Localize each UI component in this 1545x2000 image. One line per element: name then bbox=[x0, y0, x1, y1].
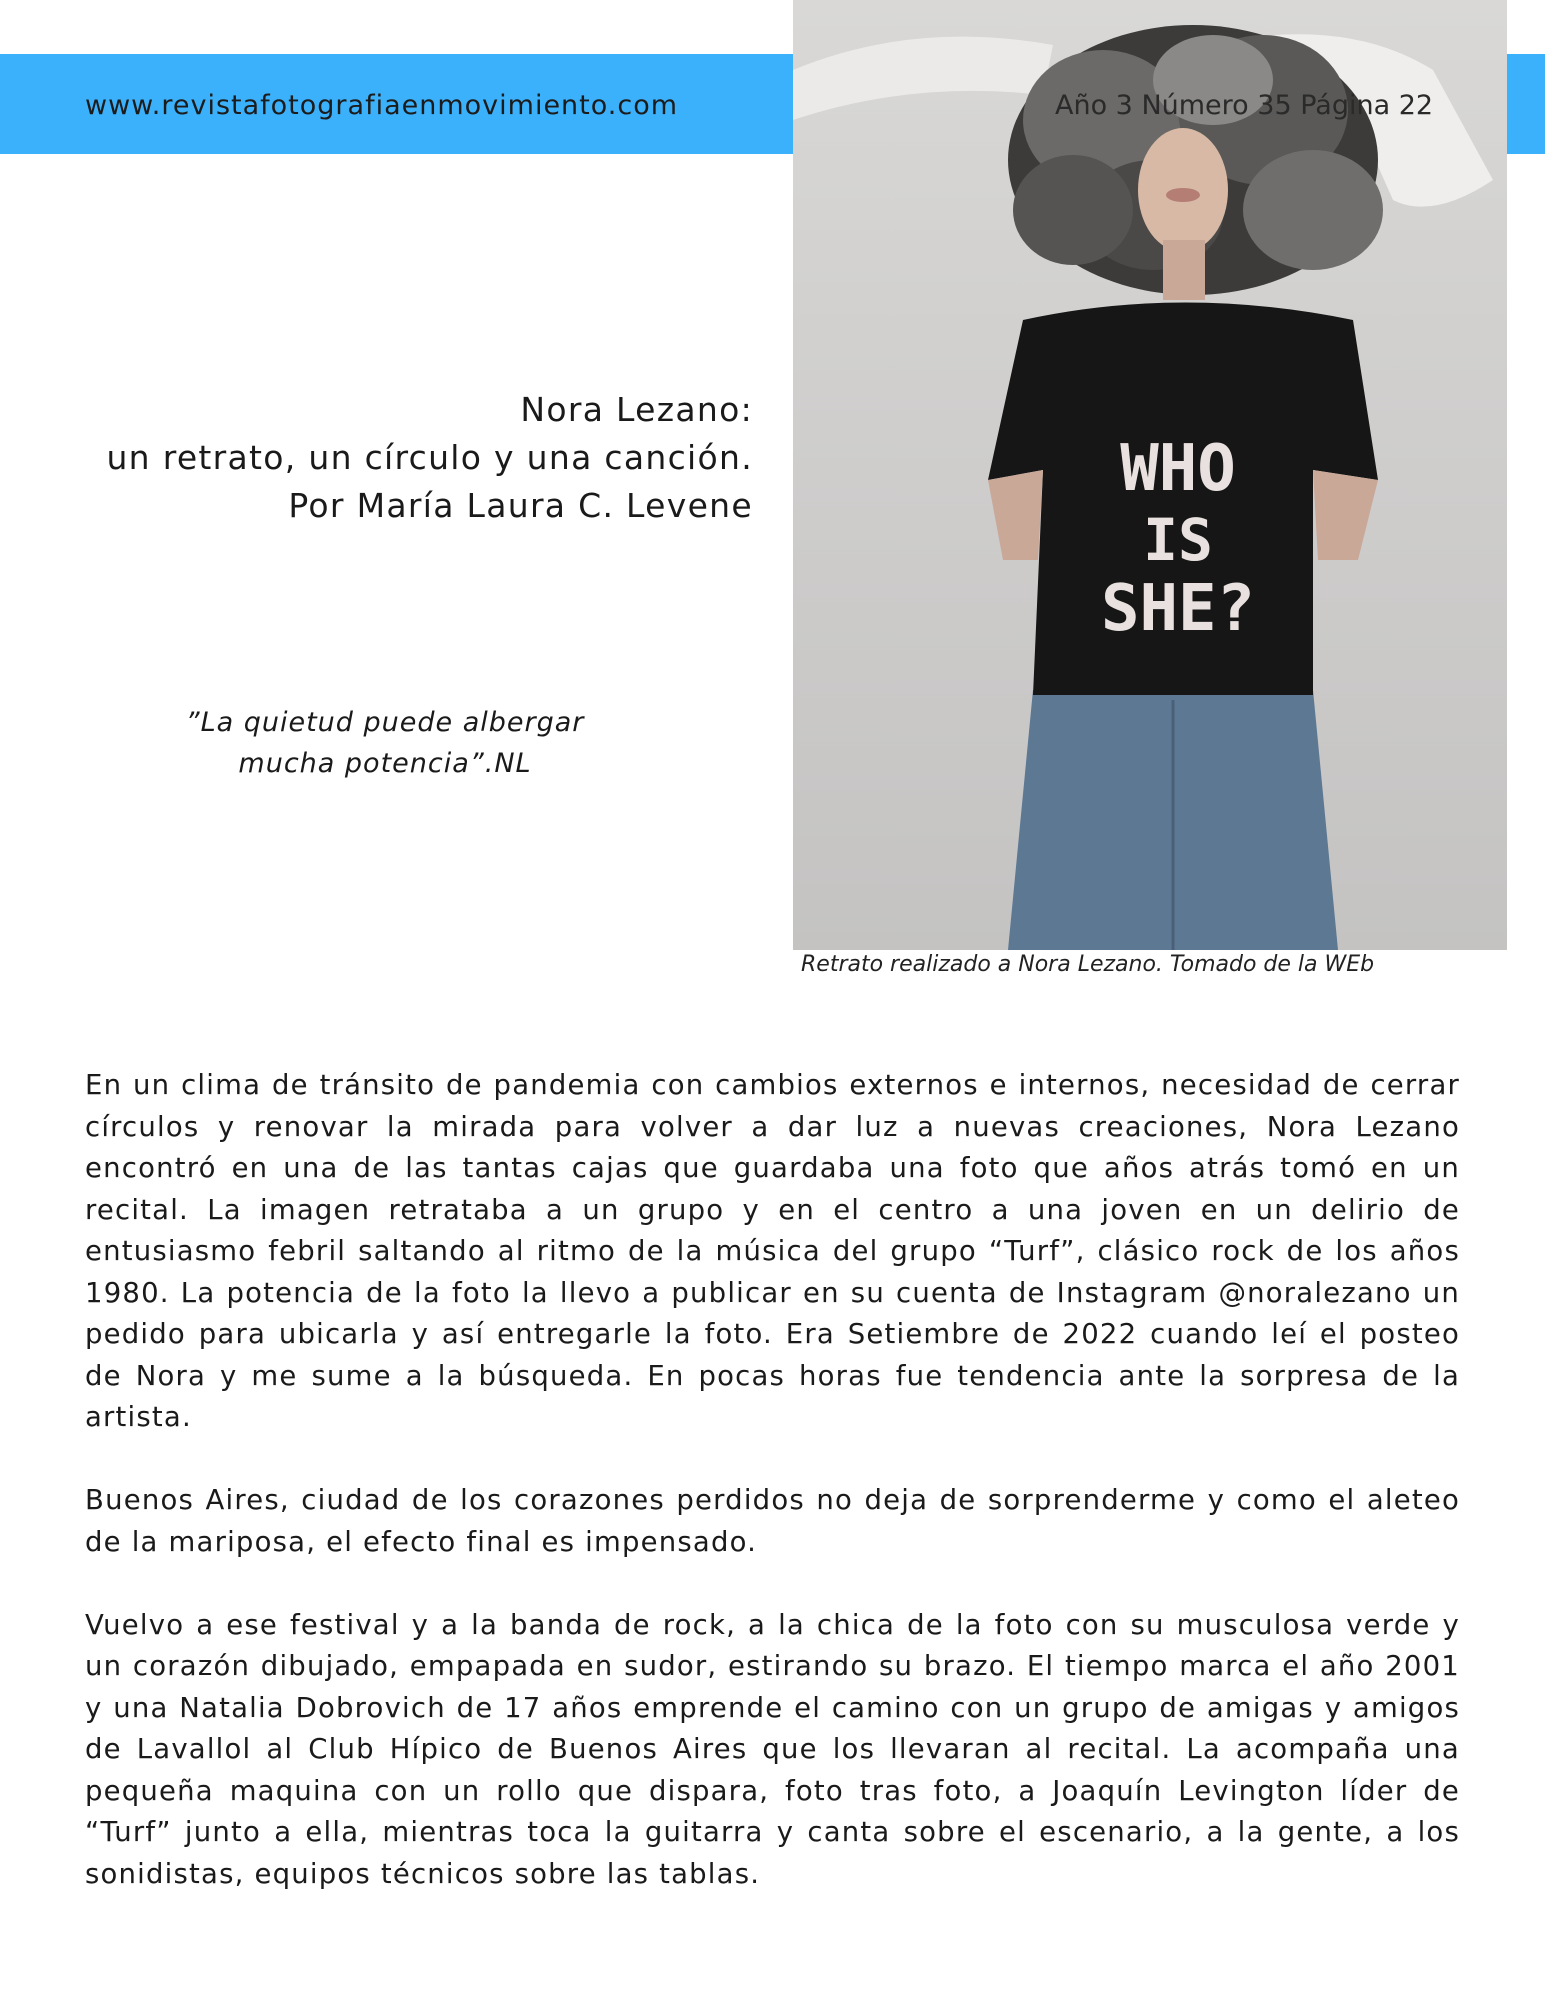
article-title-block bbox=[106, 386, 753, 530]
shirt-text-she: SHE? bbox=[1100, 572, 1256, 646]
pull-quote bbox=[160, 702, 610, 784]
lips bbox=[1166, 188, 1200, 202]
body-paragraph: En un clima de tránsito de pandemia con cambios externos e internos, necesidad de cerrar círculos y renovar la mirada para volver a dar luz a nuevas creaciones, Nora Lezano encontró en una de las tantas cajas que guardaba una foto que años atrás tomó en un recital. La imagen retrataba a un grupo y en el centro a una joven en un delirio de entusiasmo febril saltando al ritmo de la música del grupo “Turf”, clásico rock de los años 1980. La potencia de la foto la llevo a publicar en su cuenta de Instagram @noralezano un pedido para ubicarla y así entregarle la foto. Era Setiembre de 2022 cuando leí el posteo de Nora y me sume a la búsqueda. En pocas horas fue tendencia ante la sorpresa de la artista. bbox=[85, 1069, 1460, 1433]
pull-quote-line2: mucha potencia”.NL bbox=[238, 748, 532, 779]
shirt-text-who: WHO bbox=[1120, 432, 1236, 506]
body-paragraph: Buenos Aires, ciudad de los corazones perdidos no deja de sorprenderme y como el aleteo de la mariposa, el efecto final es impensado. bbox=[85, 1484, 1460, 1558]
portrait-illustration bbox=[793, 0, 1507, 950]
article-byline: Por María Laura C. Levene bbox=[288, 486, 753, 525]
right-arm bbox=[1313, 470, 1378, 560]
article-title-line2: un retrato, un círculo y una canción. bbox=[106, 438, 753, 477]
left-arm bbox=[988, 470, 1043, 560]
pull-quote-line1: ”La quietud puede albergar bbox=[185, 707, 585, 738]
issue-info: Año 3 Número 35 Página 22 bbox=[1055, 90, 1434, 121]
paper-sheet-left bbox=[793, 37, 1053, 120]
site-url[interactable]: www.revistafotografiaenmovimiento.com bbox=[85, 90, 679, 121]
article-title-line1: Nora Lezano: bbox=[520, 390, 753, 429]
article-body bbox=[85, 1065, 1460, 1937]
photo-caption: Retrato realizado a Nora Lezano. Tomado de la WEb bbox=[801, 952, 1375, 977]
portrait-photo bbox=[793, 0, 1507, 950]
body-paragraph: Vuelvo a ese festival y a la banda de rock, a la chica de la foto con su musculosa verde y un corazón dibujado, empapada en sudor, estirando su brazo. El tiempo marca el año 2001 y una Natalia Dobrovich de 17 años emprende el camino con un grupo de amigas y amigos de Lavallol al Club Hípico de Buenos Aires que los llevaran al recital. La acompaña una pequeña maquina con un rollo que dispara, foto tras foto, a Joaquín Levington líder de “Turf” junto a ella, mientras toca la guitarra y canta sobre el escenario, a la gente, a los sonidistas, equipos técnicos sobre las tablas. bbox=[85, 1608, 1460, 1890]
neck bbox=[1163, 240, 1205, 300]
shirt-text-is: IS bbox=[1143, 506, 1213, 574]
